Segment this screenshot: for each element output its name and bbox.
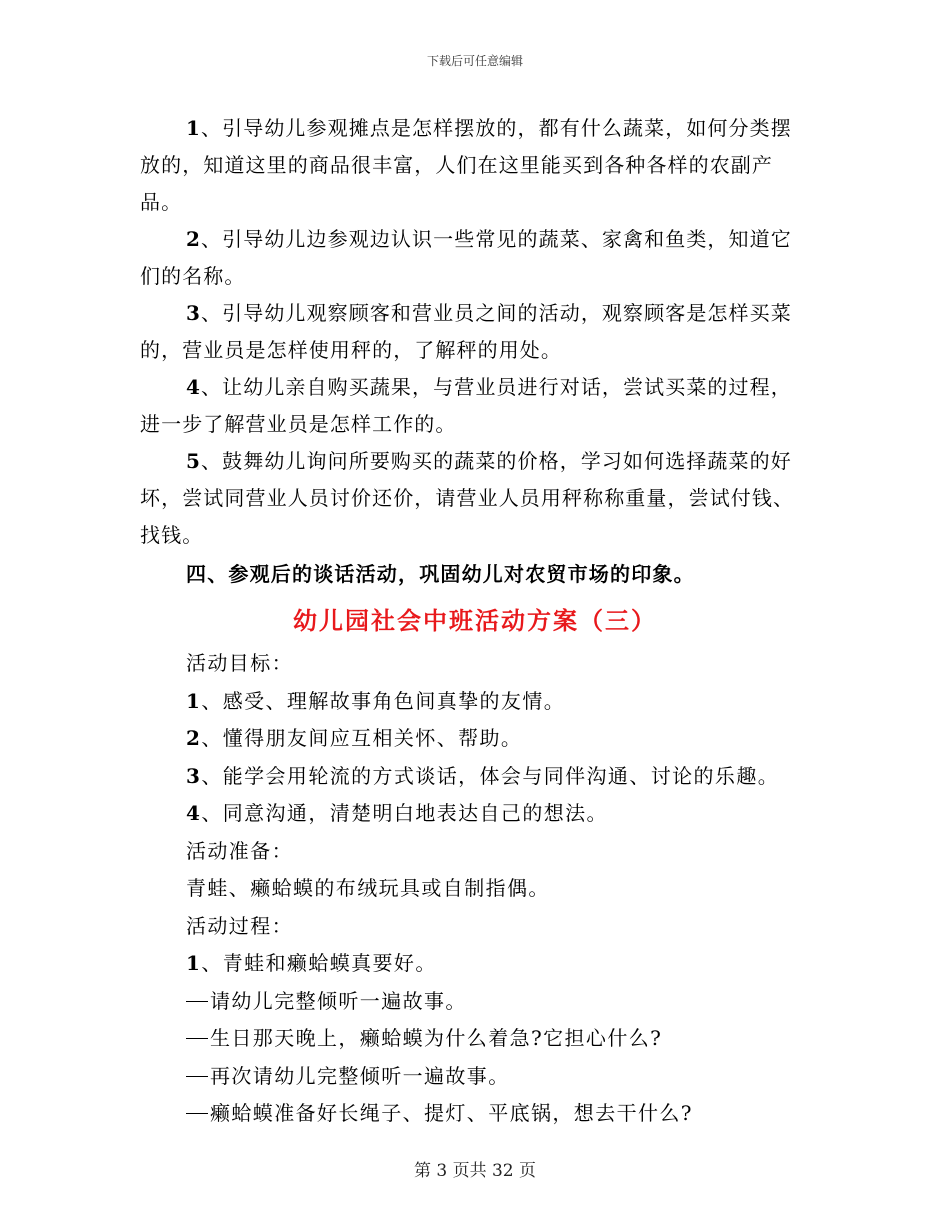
page-header: 下载后可任意编辑 [426,54,523,68]
dash-mark [186,1113,208,1114]
paragraph-5: 5、鼓舞幼儿询问所要购买的蔬菜的价格，学习如何选择蔬菜的好坏，尝试同营业人员讨价还价，请营业人员用秤称称重量，尝试付钱、找钱。 [140,449,795,547]
prep-text: 青蛙、癞蛤蟆的布绒玩具或自制指偶。 [186,876,550,900]
document-body [140,110,810,1133]
page-footer: 第 3 页共 32 页 [413,1161,537,1181]
paragraph-2: 2、引导幼儿边参观边认识一些常见的蔬菜、家禽和鱼类，知道它们的名称。 [140,227,792,288]
process-item: 请幼儿完整倾听一遍故事。 [140,983,810,1021]
goal-item: 1、感受、理解故事角色间真挚的友情。 [186,688,566,713]
dash-mark [186,1001,208,1002]
process-item: 癞蛤蟆准备好长绳子、提灯、平底锅，想去干什么? [140,1095,810,1133]
paragraph-3: 3、引导幼儿观察顾客和营业员之间的活动，观察顾客是怎样买菜的，营业员是怎样使用秤的，了解秤的用处。 [140,301,792,362]
process-label: 活动过程： [186,913,293,938]
section-heading: 四、参观后的谈话活动，巩固幼儿对农贸市场的印象。 [186,562,695,586]
goal-item: 2、懂得朋友间应互相关怀、帮助。 [186,726,523,750]
goals-label: 活动目标： [186,651,293,675]
goal-item: 3、能学会用轮流的方式谈话，体会与同伴沟通、讨论的乐趣。 [186,763,780,788]
goal-item: 4、同意沟通，清楚明白地表达自己的想法。 [186,801,608,825]
prep-label: 活动准备： [186,838,293,863]
paragraph-4: 4、让幼儿亲自购买蔬果，与营业员进行对话，尝试买菜的过程，进一步了解营业员是怎样工作的。 [140,375,792,436]
process-item: 生日那天晚上，癞蛤蟆为什么着急?它担心什么? [140,1020,810,1058]
dash-mark [186,1076,208,1077]
process-step: 1、青蛙和癞蛤蟆真要好。 [186,951,437,975]
document-title: 幼儿园社会中班活动方案（三） [293,607,657,635]
dash-mark [186,1038,208,1039]
paragraph-1: 1、引导幼儿参观摊点是怎样摆放的，都有什么蔬菜，如何分类摆放的，知道这里的商品很丰富，人们在这里能买到各种各样的农副产品。 [140,116,792,214]
process-item: 再次请幼儿完整倾听一遍故事。 [140,1058,810,1096]
